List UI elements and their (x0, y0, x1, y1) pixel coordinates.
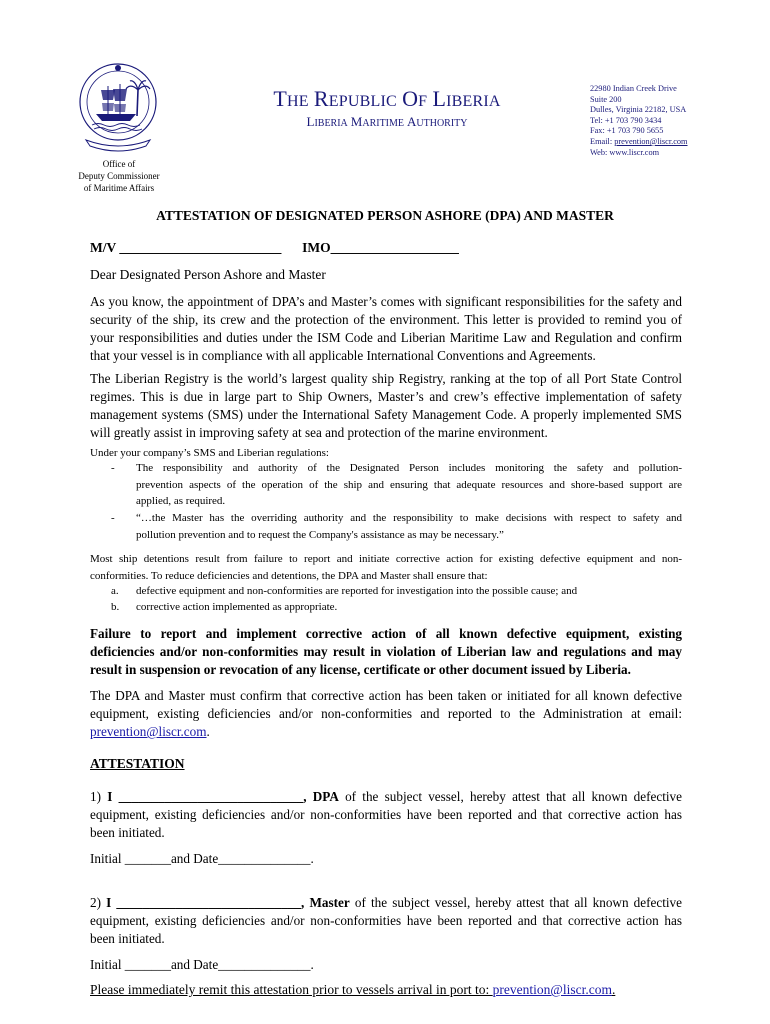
footer-period: . (611, 982, 616, 997)
text-line: Most ship detentions result from failure to report and initiate corrective action for existing defective equipment and non- (90, 553, 682, 565)
text-line: pollution prevention and to request the Company's assistance as may be necessary.” (136, 528, 504, 541)
imo-label: IMO (302, 240, 331, 255)
address-line: Dulles, Virginia 22182, USA (590, 105, 687, 115)
republic-title: THE REPUBLIC OF LIBERIA (273, 86, 501, 111)
paragraph-appointment (90, 293, 682, 365)
imo-blank[interactable]: ___________________ (330, 240, 459, 255)
mv-label: M/V (90, 240, 116, 255)
authority-title: LIBERIA MARITIME AUTHORITY (306, 114, 468, 129)
attestation-dpa (90, 788, 682, 842)
text-line: regimes. This is due in large part to Ship Owners, Master’s and crew’s effective implementation of safety (90, 389, 682, 404)
list-text: corrective action implemented as appropriate. (136, 601, 338, 613)
dpa-name-blank[interactable]: I ____________________________, (107, 789, 307, 804)
text-line (90, 894, 682, 912)
initial-date-master[interactable] (90, 956, 682, 974)
master-name-blank[interactable]: I ____________________________, (106, 895, 305, 910)
text-line: been initiated. (90, 825, 165, 840)
text-line: prevention aspects of the operation of the ship and ensuring that adequate resources and shore-based support are (136, 478, 682, 491)
attestation-heading: ATTESTATION (90, 756, 185, 771)
list-marker: b. (111, 601, 120, 613)
text-line: will greatly assist in improving safety at sea and protection of the marine environment. (90, 425, 548, 440)
text-line: The responsibility and authority of the Designated Person includes monitoring the safety and pollution- (136, 462, 682, 474)
vessel-id-line (90, 240, 459, 256)
attest-text: of the subject vessel, hereby attest that all known defective (338, 789, 682, 804)
document-title: ATTESTATION OF DESIGNATED PERSON ASHORE (DPA) AND MASTER (156, 208, 614, 223)
greeting: Dear Designated Person Ashore and Master (90, 267, 326, 282)
bullet-mark: - (111, 512, 115, 524)
text-line: Failure to report and implement corrective action of all known defective equipment, existing (90, 626, 682, 641)
text-line (90, 788, 682, 806)
text-line: been initiated. (90, 931, 165, 946)
text-line: The DPA and Master must confirm that corrective action has been taken or initiated for all known defective (90, 688, 682, 703)
liberia-maritime-seal-icon (74, 56, 162, 154)
text-line: that your vessel is in compliance with all applicable International Conventions and Agreements. (90, 348, 596, 363)
list-text: defective equipment and non-conformities are reported for investigation into the possible cause; and (136, 585, 578, 597)
confirm-period: . (206, 724, 210, 739)
office-of-deputy-commissioner (74, 158, 164, 194)
list-marker: a. (111, 585, 119, 597)
bullet-mark: - (111, 462, 115, 474)
text-line: The Liberian Registry is the world’s largest quality ship Registry, ranking at the top of all Port State Control (90, 371, 682, 386)
address-line: Tel: +1 703 790 3434 (590, 115, 662, 125)
attest-text: of the subject vessel, hereby attest that all known defective (349, 895, 682, 910)
paragraph-confirm (90, 687, 682, 741)
text-line: “…the Master has the overriding authority and the responsibility to make decisions with respect to safety and (136, 512, 682, 524)
office-line: Deputy Commissioner (78, 171, 160, 181)
text-line: conformities. To reduce deficiencies and detentions, the DPA and Master shall ensure that: (90, 569, 488, 582)
address-line: 22980 Indian Creek Drive (590, 84, 677, 93)
confirm-email-link[interactable]: prevention@liscr.com (90, 724, 207, 739)
office-line: of Maritime Affairs (83, 183, 155, 193)
address-line: Suite 200 (590, 94, 622, 104)
text-line: Under your company’s SMS and Liberian regulations: (90, 447, 329, 459)
address-line: Fax: +1 703 790 5655 (590, 126, 664, 136)
item-number: 1) (90, 789, 108, 804)
warning-paragraph (90, 625, 682, 679)
address-email-line (590, 137, 688, 148)
mv-blank[interactable]: ________________________ (119, 240, 282, 255)
header-email-link[interactable]: prevention@liscr.com (614, 136, 688, 146)
text-line: applied, as required. (136, 495, 226, 507)
paragraph-registry (90, 370, 682, 442)
paragraph-detentions (90, 551, 682, 584)
footer-email-link[interactable]: prevention@liscr.com (492, 982, 612, 997)
attestation-master (90, 894, 682, 948)
text-line: equipment, existing deficiencies and/or non-conformities and reported to the Administration at email: (90, 706, 682, 721)
footer-instruction (90, 982, 615, 998)
address-web-line: Web: www.liscr.com (590, 147, 660, 157)
initial-date-dpa[interactable] (90, 850, 682, 868)
text-line: deficiencies and/or non-conformities may result in violation of Liberian law and regulations and may (90, 644, 682, 659)
text-line (90, 723, 682, 741)
text-line: equipment, existing deficiencies and/or non-conformities have been reported and that corrective action has (90, 913, 682, 928)
text-line: your responsibilities and duties under the ISM Code and Liberian Maritime Law and Regulation and confirm (90, 330, 682, 345)
text-line: management systems (SMS) under the International Safety Management Code. A properly implemented SMS (90, 407, 682, 422)
address-block (590, 84, 688, 158)
text-line: As you know, the appointment of DPA’s and Master’s comes with significant responsibilities for the safety and (90, 294, 682, 309)
role-master: Master (304, 895, 350, 910)
item-number: 2) (90, 895, 107, 910)
text-line: Initial _______and Date______________. (90, 957, 314, 972)
text-line: Initial _______and Date______________. (90, 851, 314, 866)
text-line: security of the ship, its crew and the protection of the environment. This letter is provided to remind you of (90, 312, 682, 327)
text-line: equipment, existing deficiencies and/or non-conformities have been reported and that corrective action has (90, 807, 682, 822)
office-line: Office of (102, 159, 136, 169)
text-line: result in suspension or revocation of any license, certificate or other document issued by Liberia. (90, 662, 631, 677)
email-label: Email: (590, 136, 615, 146)
footer-text: Please immediately remit this attestation prior to vessels arrival in port to: (90, 982, 493, 997)
role-dpa: DPA (306, 789, 339, 804)
